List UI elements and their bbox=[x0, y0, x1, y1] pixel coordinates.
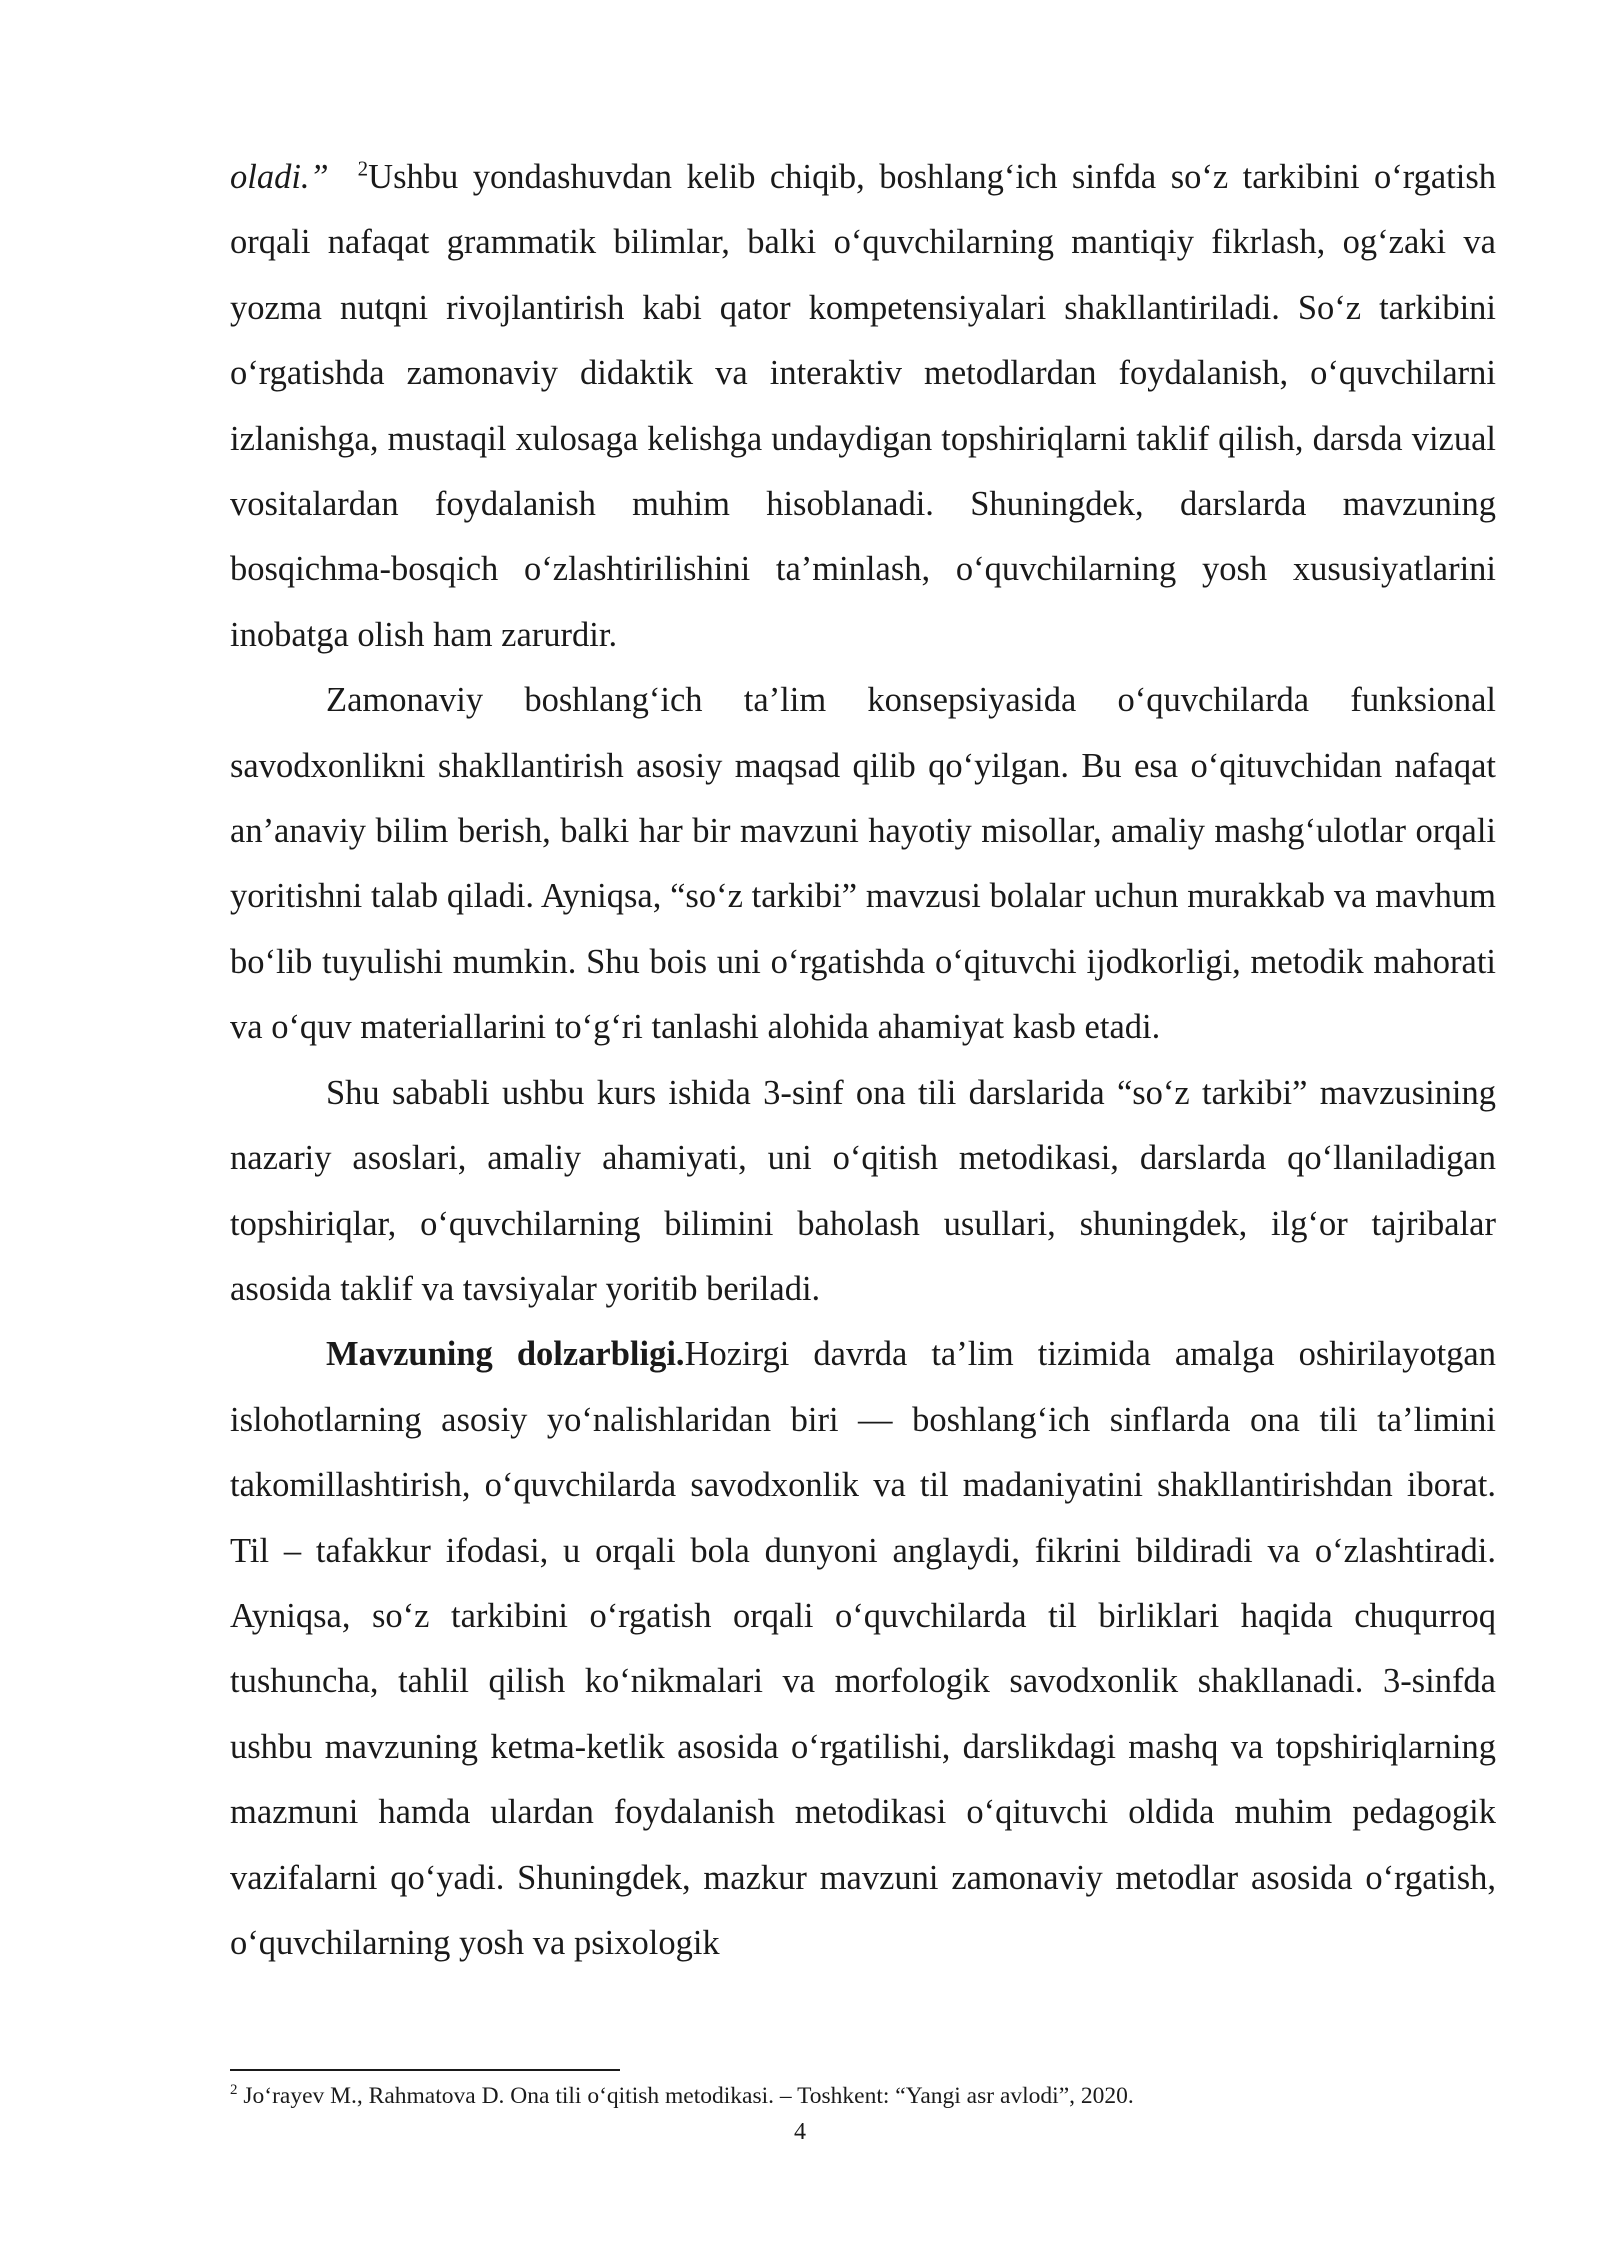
footnote-reference[interactable]: 2 bbox=[357, 156, 369, 181]
footnote-separator bbox=[230, 2069, 620, 2071]
paragraph-1 bbox=[230, 145, 1496, 668]
footnote bbox=[230, 2080, 1496, 2112]
section-heading: Mavzuning dolzarbligi. bbox=[326, 1335, 685, 1374]
paragraph-4 bbox=[230, 1322, 1496, 1976]
page-number: 4 bbox=[794, 2119, 806, 2145]
paragraph-4-text: Hozirgi davrda ta’lim tizimida amalga oshirilayotgan islohotlarning asosiy yo‘nalishlaridan biri — boshlang‘ich sinflarda ona tili ta’limini takomillashtirish, o‘quvchilarda savodxonlik va til madaniyatini shakllantirishdan iborat. Til – tafakkur ifodasi, u orqali bola dunyoni anglaydi, fikrini bildiradi va o‘zlashtiradi. Ayniqsa, so‘z tarkibini o‘rgatish orqali o‘quvchilarda til birliklari haqida chuqurroq tushuncha, tahlil qilish ko‘nikmalari va morfologik savodxonlik shakllanadi. 3-sinfda ushbu mavzuning ketma-ketlik asosida o‘rgatilishi, darslikdagi mashq va topshiriqlarning mazmuni hamda ulardan foydalanish metodikasi o‘qituvchi oldida muhim pedagogik vazifalarni qo‘yadi. Shuningdek, mazkur mavzuni zamonaviy metodlar asosida o‘rgatish, o‘quvchilarning yosh va psixologik bbox=[230, 1335, 1496, 1962]
document-body bbox=[230, 145, 1496, 1976]
paragraph-3: Shu sababli ushbu kurs ishida 3-sinf ona tili darslarida “so‘z tarkibi” mavzusining nazariy asoslari, amaliy ahamiyati, uni o‘qitish metodikasi, darslarda qo‘llaniladigan topshiriqlar, o‘quvchilarning bilimini baholash usullari, shuningdek, ilg‘or tajribalar asosida taklif va tavsiyalar yoritib beriladi. bbox=[230, 1073, 1496, 1308]
paragraph-2: Zamonaviy boshlang‘ich ta’lim konsepsiyasida o‘quvchilarda funksional savodxonlikni shakllantirish asosiy maqsad qilib qo‘yilgan. Bu esa o‘qituvchidan nafaqat an’anaviy bilim berish, balki har bir mavzuni hayotiy misollar, amaliy mashg‘ulotlar orqali yoritishni talab qiladi. Ayniqsa, “so‘z tarkibi” mavzusi bolalar uchun murakkab va mavhum bo‘lib tuyulishi mumkin. Shu bois uni o‘rgatishda o‘qituvchi ijodkorligi, metodik mahorati va o‘quv materiallarini to‘g‘ri tanlashi alohida ahamiyat kasb etadi. bbox=[230, 681, 1496, 1047]
footnote-number: 2 bbox=[230, 2082, 238, 2099]
footnote-text: Jo‘rayev M., Rahmatova D. Ona tili o‘qitish metodikasi. – Toshkent: “Yangi asr avlodi”, 2020. bbox=[243, 2083, 1134, 2109]
quote-end: oladi.” bbox=[230, 158, 329, 196]
paragraph-1-text: Ushbu yondashuvdan kelib chiqib, boshlang‘ich sinfda so‘z tarkibini o‘rgatish orqali nafaqat grammatik bilimlar, balki o‘quvchilarning mantiqiy fikrlash, og‘zaki va yozma nutqni rivojlantirish kabi qator kompetensiyalari shakllantiriladi. So‘z tarkibini o‘rgatishda zamonaviy didaktik va interaktiv metodlardan foydalanish, o‘quvchilarni izlanishga, mustaqil xulosaga kelishga undaydigan topshiriqlarni taklif qilish, darsda vizual vositalardan foydalanish muhim hisoblanadi. Shuningdek, darslarda mavzuning bosqichma-bosqich o‘zlashtirilishini ta’minlash, o‘quvchilarning yosh xususiyatlarini inobatga olish ham zarurdir. bbox=[230, 158, 1497, 654]
